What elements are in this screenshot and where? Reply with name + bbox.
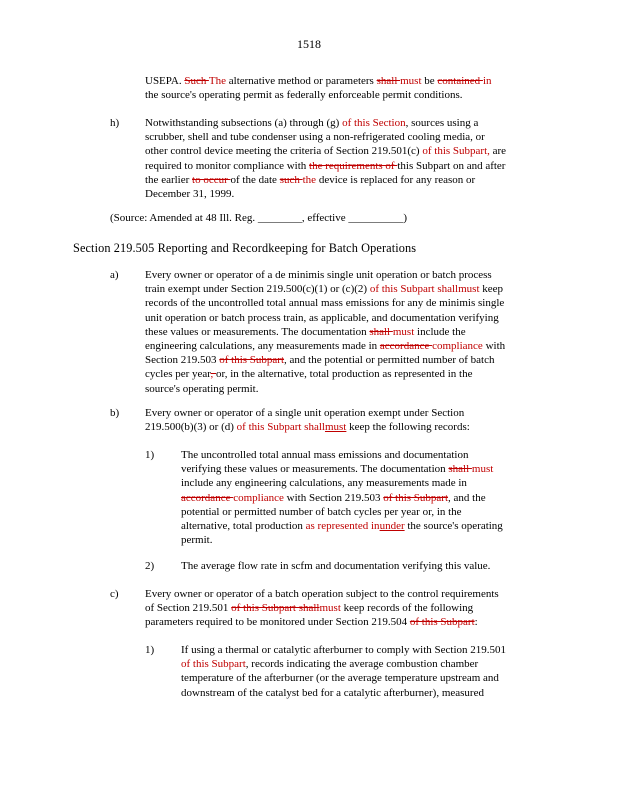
inserted-text: of this Subpart shallmust xyxy=(369,283,480,296)
inserted-text: must xyxy=(324,421,347,434)
text-run: records of the uncontrolled total annual mass emissions for any de minimis single xyxy=(145,297,505,310)
text-run: parameters required to be monitored under Section 219.504 xyxy=(145,616,410,629)
inserted-text: under xyxy=(379,520,405,533)
deleted-text: shall xyxy=(369,325,393,338)
page-number: 1518 xyxy=(297,37,321,51)
text-line xyxy=(181,476,503,490)
text-run: Every owner or operator of a de minimis single unit operation or batch process xyxy=(145,269,492,281)
text-run: the source's operating xyxy=(404,520,503,533)
text-line xyxy=(145,615,499,629)
text-run: downstream of the catalyst bed for a catalytic afterburner), measured xyxy=(181,686,484,699)
text-line xyxy=(181,491,503,505)
text-run: temperature of the afterburner (or the average temperature upstream and xyxy=(181,672,499,685)
text-line xyxy=(145,88,492,102)
text-run: December 31, 1999. xyxy=(145,188,235,201)
text-line xyxy=(145,282,505,296)
section-heading: Section 219.505 Reporting and Recordkeeping for Batch Operations xyxy=(73,241,417,255)
inserted-text: must xyxy=(392,325,415,338)
deleted-text: of this Subpart xyxy=(409,616,475,629)
text-run: : xyxy=(474,616,478,629)
text-run: required to monitor compliance with xyxy=(145,159,310,172)
text-line xyxy=(145,325,505,339)
text-run: keep xyxy=(479,283,504,296)
text-run: train exempt under Section 219.500(c)(1) or (c)(2) xyxy=(145,283,370,296)
deleted-text: such xyxy=(279,173,303,186)
text-run: engineering calculations, any measurements made in xyxy=(145,340,380,353)
text-line xyxy=(181,533,503,547)
text-line xyxy=(145,367,505,381)
text-line xyxy=(145,382,505,396)
text-run: device is replaced for any reason or xyxy=(316,173,476,186)
text-line xyxy=(145,130,506,144)
para-b2-label: 2) xyxy=(145,560,155,572)
text-run: , sources using a xyxy=(405,117,479,129)
continued-paragraph xyxy=(145,74,492,102)
text-run: Every owner or operator of a batch operation subject to the control requirements xyxy=(145,588,499,600)
text-run: permit. xyxy=(181,534,213,547)
text-run: keep the following records: xyxy=(346,421,470,434)
text-run: the source's operating permit as federally enforceable permit conditions. xyxy=(145,89,463,102)
text-run: , records indicating the average combustion chamber xyxy=(245,658,479,671)
text-run: USEPA. xyxy=(145,75,185,87)
text-line xyxy=(145,268,505,282)
text-run: The uncontrolled total annual mass emissions and documentation xyxy=(181,449,469,461)
text-run: scrubber, shell and tube condenser using a non-refrigerated cooling media, or xyxy=(145,131,485,144)
inserted-text: compliance xyxy=(233,491,284,504)
para-a-label: a) xyxy=(110,269,119,281)
text-line xyxy=(181,686,506,700)
text-line xyxy=(181,657,506,671)
text-run: include the xyxy=(414,325,466,338)
text-run: alternative, total production xyxy=(181,520,306,533)
inserted-text: of this Subpart, xyxy=(422,145,490,158)
text-line xyxy=(145,601,499,615)
text-line xyxy=(181,448,503,462)
text-run: 219.500(b)(3) or (d) xyxy=(145,421,237,434)
text-run: If using a thermal or catalytic afterburner to comply with Section 219.501 xyxy=(181,644,507,656)
inserted-text: compliance xyxy=(432,340,483,353)
deleted-text: to occur xyxy=(192,173,231,186)
inserted-text: must xyxy=(400,75,422,87)
text-run: , and the xyxy=(448,491,486,504)
text-run: with xyxy=(482,340,506,353)
inserted-text: of this Section xyxy=(342,117,406,129)
text-run: Every owner or operator of a single unit operation exempt under Section xyxy=(145,407,465,419)
deleted-text: shall xyxy=(448,463,472,476)
text-line xyxy=(145,339,505,353)
text-line xyxy=(145,116,506,130)
para-b-label: b) xyxy=(110,407,120,419)
inserted-text: of this Subpart xyxy=(181,658,246,671)
text-line xyxy=(145,296,505,310)
para-h-text xyxy=(145,116,506,201)
text-line xyxy=(181,519,503,533)
text-run: The average flow rate in scfm and documentation verifying this value. xyxy=(181,560,491,572)
deleted-text: Such xyxy=(184,75,209,87)
text-run: other control device meeting the criteria of Section 219.501(c) xyxy=(145,145,423,158)
text-run: keep records of the following xyxy=(340,602,474,615)
text-run: of Section 219.501 xyxy=(145,602,232,615)
text-run: be xyxy=(421,75,438,87)
text-line xyxy=(145,420,470,434)
para-c1-text xyxy=(181,643,506,700)
para-c1-label: 1) xyxy=(145,644,155,656)
text-run: Section 219.503 xyxy=(145,354,220,367)
text-run: potential or permitted number of batch cycles per year or, in the xyxy=(181,505,462,518)
deleted-text: of this Subpart shall xyxy=(231,602,320,615)
deleted-text: contained xyxy=(437,75,483,87)
text-run: , and the potential or permitted number of batch xyxy=(284,354,495,367)
text-line xyxy=(145,187,506,201)
text-line xyxy=(181,643,506,657)
para-a-text xyxy=(145,268,505,396)
para-b2-text xyxy=(181,559,490,573)
text-line xyxy=(145,144,506,158)
para-c-label: c) xyxy=(110,588,119,600)
inserted-text: The xyxy=(208,75,227,87)
deleted-text: of this Subpart xyxy=(219,354,285,367)
text-run: unit operation or batch process train, as applicable, and documentation verifying xyxy=(145,311,499,324)
text-line xyxy=(181,559,490,573)
deleted-text: accordance xyxy=(379,340,433,353)
inserted-text: of this Subpart shall xyxy=(236,421,325,434)
inserted-text: as represented in xyxy=(305,520,380,533)
inserted-text: in xyxy=(482,75,492,87)
para-h-label: h) xyxy=(110,117,120,129)
para-b-text xyxy=(145,406,470,434)
source-note: (Source: Amended at 48 Ill. Reg. ________, effective __________) xyxy=(110,212,408,224)
text-run: these values or measurements. The documentation xyxy=(145,325,370,338)
para-b1-text xyxy=(181,448,503,547)
text-run: verifying these values or measurements. The documentation xyxy=(181,463,449,476)
text-run: with Section 219.503 xyxy=(283,491,384,504)
text-line xyxy=(181,462,503,476)
deleted-text: accordance xyxy=(181,491,234,504)
deleted-text: shall xyxy=(376,75,401,87)
para-c-text xyxy=(145,587,499,630)
text-run: alternative method or parameters xyxy=(226,75,377,87)
text-run: the earlier xyxy=(145,173,193,186)
text-run: cycles per year xyxy=(145,368,211,381)
inserted-text: must xyxy=(471,463,494,476)
text-line xyxy=(145,311,505,325)
text-run: are xyxy=(489,145,507,158)
text-run: this Subpart on and after xyxy=(397,159,506,172)
text-line xyxy=(181,671,506,685)
inserted-text: must xyxy=(319,602,341,615)
deleted-text: , xyxy=(210,368,217,381)
text-run: include any engineering calculations, any measurements made in xyxy=(181,477,467,490)
deleted-text: of this Subpart xyxy=(383,491,449,504)
text-line xyxy=(145,353,505,367)
text-line xyxy=(145,74,492,88)
text-line xyxy=(145,406,470,420)
text-run: of the date xyxy=(230,173,280,186)
inserted-text: the xyxy=(302,173,317,186)
text-line xyxy=(145,173,506,187)
text-line xyxy=(145,159,506,173)
text-run: or, in the alternative, total production as represented in the xyxy=(216,368,473,381)
para-b1-label: 1) xyxy=(145,449,155,461)
text-run: Notwithstanding subsections (a) through (g) xyxy=(145,117,343,129)
text-line xyxy=(181,505,503,519)
deleted-text: the requirements of xyxy=(309,159,398,172)
text-run: source's operating permit. xyxy=(145,382,259,395)
text-line xyxy=(145,587,499,601)
